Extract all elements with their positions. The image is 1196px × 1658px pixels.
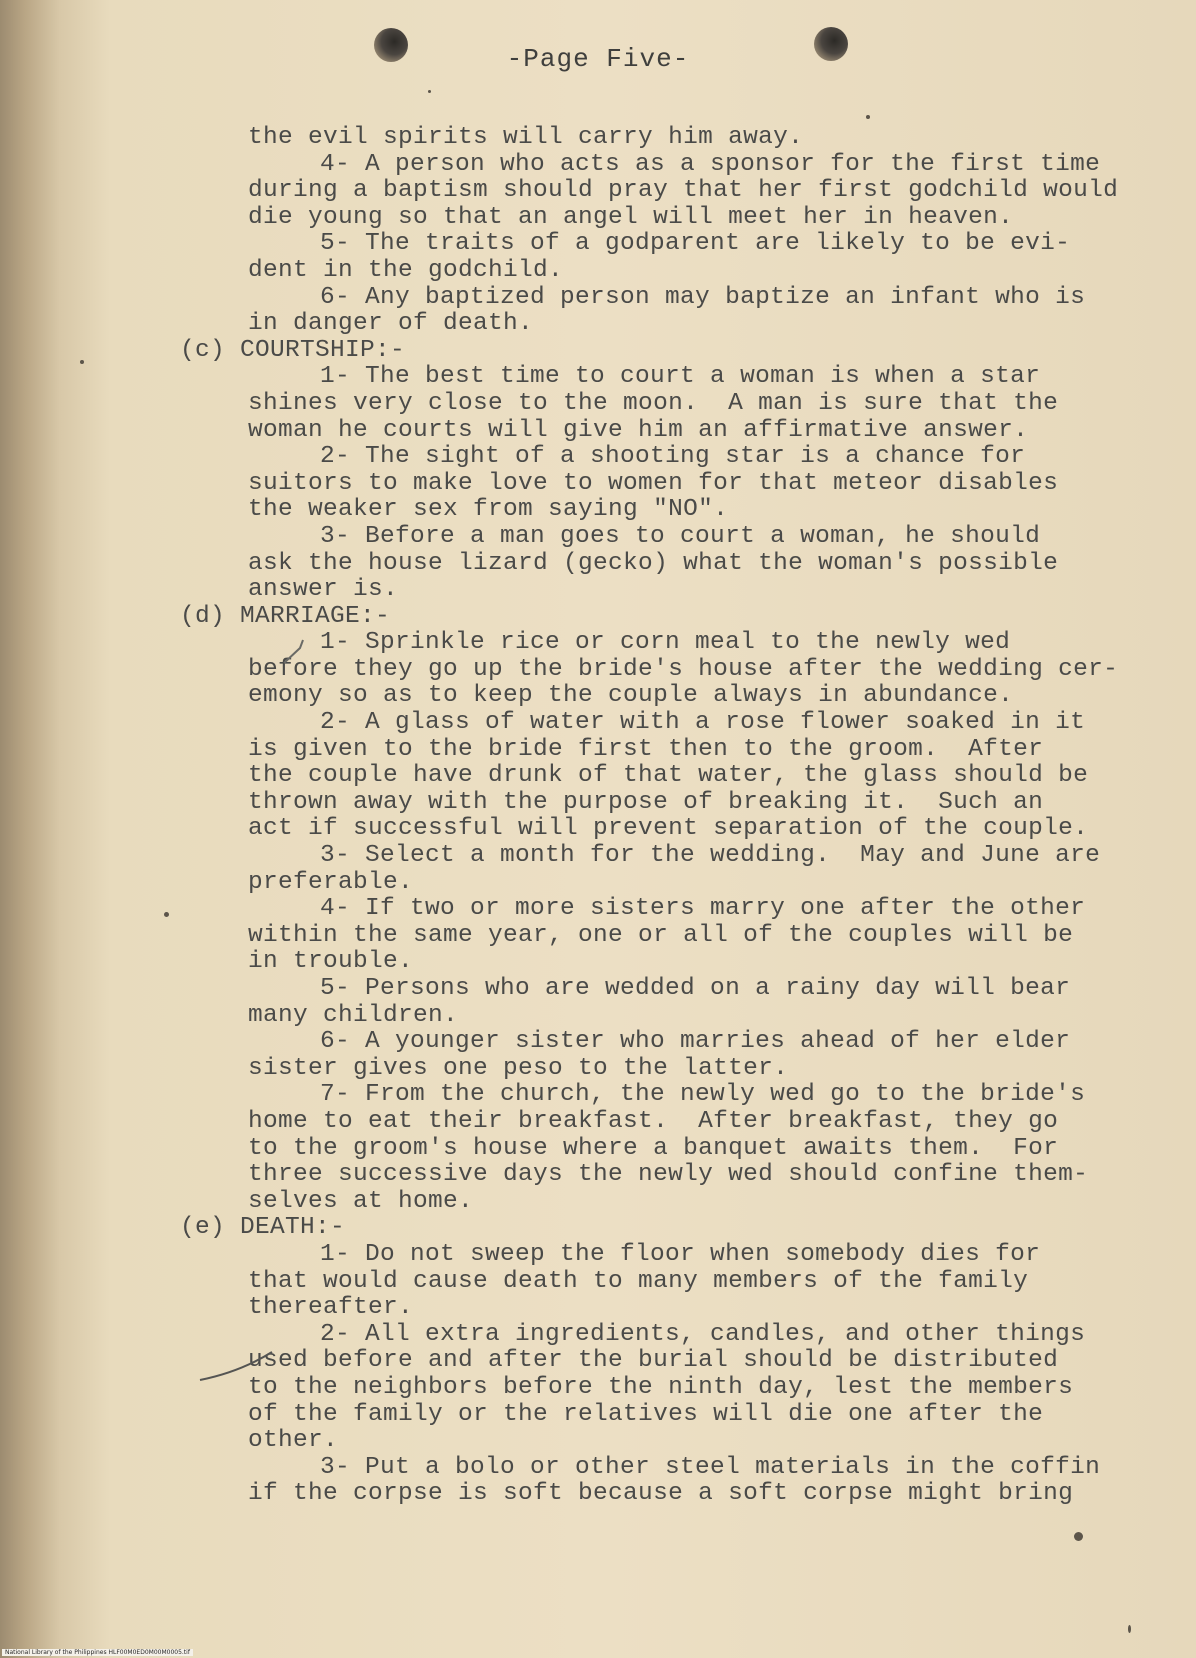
text-line: the couple have drunk of that water, the glass should be [248, 762, 1089, 790]
text-line: answer is. [248, 576, 399, 604]
text-line: other. [248, 1427, 339, 1455]
text-line: act if successful will prevent separation of the couple. [248, 815, 1089, 843]
text-line: die young so that an angel will meet her in heaven. [248, 203, 1014, 231]
text-line: shines very close to the moon. A man is sure that the [248, 389, 1059, 417]
text-line: 5- The traits of a godparent are likely to be evi- [320, 230, 1071, 258]
text-line: 2- All extra ingredients, candles, and other things [320, 1320, 1086, 1348]
text-line: 3- Before a man goes to court a woman, he should [320, 522, 1041, 550]
text-line: three successive days the newly wed should confine them- [248, 1161, 1089, 1189]
text-line: dent in the godchild. [248, 256, 564, 284]
section-heading: (c) COURTSHIP:- [180, 336, 406, 364]
paper-speck [1128, 1625, 1131, 1633]
text-line: during a baptism should pray that her first godchild would [248, 177, 1119, 205]
text-line: 1- Sprinkle rice or corn meal to the newly wed [320, 629, 1011, 657]
text-line: within the same year, one or all of the couples will be [248, 921, 1074, 949]
text-line: 5- Persons who are wedded on a rainy day will bear [320, 975, 1071, 1002]
text-line: in trouble. [248, 948, 414, 976]
text-line: home to eat their breakfast. After breakfast, they go [248, 1107, 1059, 1135]
text-line: selves at home. [248, 1187, 474, 1215]
text-line: that would cause death to many members of the family [248, 1267, 1029, 1295]
text-line: the weaker sex from saying "NO". [248, 496, 729, 524]
paper-speck [428, 90, 431, 93]
text-line: many children. [248, 1001, 459, 1029]
text-line: thereafter. [248, 1294, 414, 1322]
page-header: -Page Five- [506, 44, 690, 74]
text-line: suitors to make love to women for that meteor disables [248, 469, 1059, 497]
section-heading: (e) DEATH:- [180, 1214, 346, 1242]
text-line: before they go up the bride's house after the wedding cer- [248, 655, 1119, 683]
text-line: 6- A younger sister who marries ahead of her elder [320, 1028, 1071, 1056]
text-line: 3- Select a month for the wedding. May and June are [320, 842, 1101, 870]
paper-speck [164, 912, 169, 917]
text-line: 7- From the church, the newly wed go to the bride's [320, 1081, 1086, 1109]
paper-speck [80, 360, 84, 364]
archive-footer: National Library of the Philippines HLF00M0ED0M00M0005.tif [2, 1649, 193, 1656]
text-line: used before and after the burial should be distributed [248, 1347, 1059, 1375]
text-line: preferable. [248, 868, 414, 896]
section-heading: (d) MARRIAGE:- [180, 602, 391, 630]
text-line: 2- The sight of a shooting star is a chance for [320, 443, 1026, 471]
text-line: emony so as to keep the couple always in abundance. [248, 682, 1014, 710]
text-line: thrown away with the purpose of breaking it. Such an [248, 788, 1044, 816]
text-line: is given to the bride first then to the groom. After [248, 735, 1044, 763]
text-line: sister gives one peso to the latter. [248, 1054, 789, 1082]
text-line: ask the house lizard (gecko) what the woman's possible [248, 549, 1059, 577]
text-line: 1- Do not sweep the floor when somebody dies for [320, 1240, 1041, 1268]
text-line: if the corpse is soft because a soft corpse might bring [248, 1480, 1074, 1508]
text-line: 4- A person who acts as a sponsor for the first time [320, 150, 1101, 178]
paper-speck [1074, 1532, 1083, 1541]
text-line: 4- If two or more sisters marry one after the other [320, 895, 1086, 923]
text-line: 3- Put a bolo or other steel materials in the coffin [320, 1453, 1101, 1481]
text-line: to the neighbors before the ninth day, lest the members [248, 1373, 1074, 1401]
text-line: 2- A glass of water with a rose flower soaked in it [320, 709, 1086, 737]
text-line: 1- The best time to court a woman is when a star [320, 363, 1041, 391]
text-line: the evil spirits will carry him away. [248, 124, 804, 151]
text-line: 6- Any baptized person may baptize an infant who is [320, 283, 1086, 311]
text-line: to the groom's house where a banquet awaits them. For [248, 1134, 1059, 1162]
text-line: of the family or the relatives will die one after the [248, 1400, 1044, 1428]
document-body [180, 125, 1180, 1508]
text-line: in danger of death. [248, 310, 534, 338]
text-line: woman he courts will give him an affirmative answer. [248, 416, 1029, 444]
paper-speck [866, 115, 870, 119]
